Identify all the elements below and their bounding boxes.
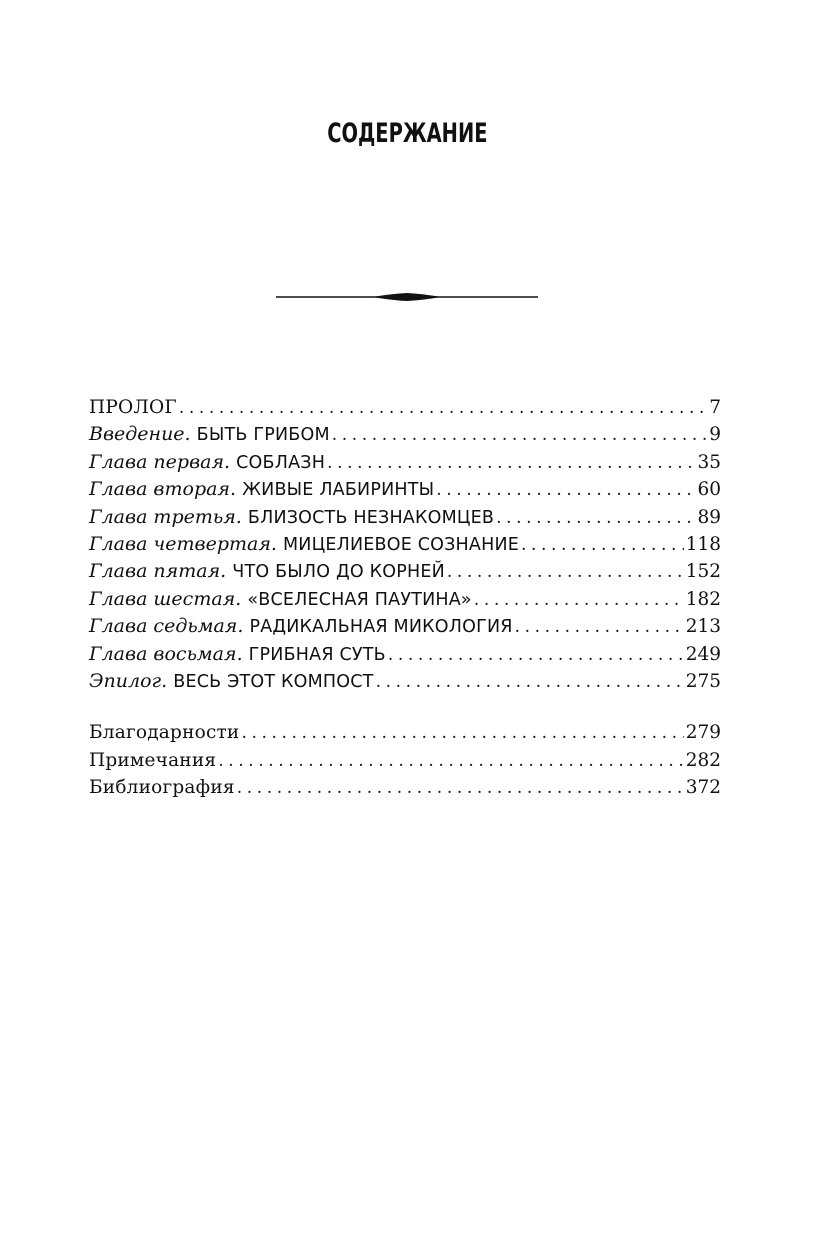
toc-entry-page: 182 bbox=[685, 588, 721, 610]
toc-main-section bbox=[89, 394, 721, 695]
toc-entry-page: 279 bbox=[685, 722, 721, 744]
toc-entry-name: ЧТО БЫЛО ДО КОРНЕЙ bbox=[232, 562, 445, 583]
toc-entry-name: МИЦЕЛИЕВОЕ СОЗНАНИЕ bbox=[283, 534, 519, 555]
toc-entry-page: 89 bbox=[697, 506, 721, 528]
toc-entry-label bbox=[89, 421, 330, 449]
toc-leader-dots bbox=[496, 505, 695, 532]
toc-entry-page: 249 bbox=[685, 643, 721, 665]
ornament-divider bbox=[276, 288, 538, 306]
toc-entry-label bbox=[89, 668, 374, 696]
toc-entry-epilogue[interactable] bbox=[89, 668, 721, 695]
toc-entry-prefix: Глава первая. bbox=[89, 450, 231, 473]
toc-entry-name: РАДИКАЛЬНАЯ МИКОЛОГИЯ bbox=[249, 617, 513, 638]
toc-entry-name: БЛИЗОСТЬ НЕЗНАКОМЦЕВ bbox=[247, 507, 495, 528]
toc-entry-chapter-1[interactable] bbox=[89, 449, 721, 476]
toc-entry-notes[interactable] bbox=[89, 747, 721, 774]
toc-entry-chapter-7[interactable] bbox=[89, 613, 721, 640]
toc-leader-dots bbox=[327, 450, 695, 477]
toc-entry-label bbox=[89, 476, 434, 504]
table-of-contents bbox=[89, 394, 721, 801]
toc-entry-prefix: Введение. bbox=[89, 423, 191, 446]
toc-entry-chapter-5[interactable] bbox=[89, 558, 721, 585]
toc-entry-prefix: Глава пятая. bbox=[89, 560, 227, 583]
toc-entry-name: СОБЛАЗН bbox=[236, 452, 326, 473]
toc-leader-dots bbox=[241, 720, 683, 747]
toc-entry-page: 282 bbox=[685, 749, 721, 771]
toc-entry-label bbox=[89, 504, 494, 532]
toc-entry-page: 7 bbox=[709, 397, 721, 418]
toc-entry-bibliography[interactable] bbox=[89, 774, 721, 801]
toc-entry-acknowledgements[interactable] bbox=[89, 719, 721, 746]
toc-entry-label bbox=[89, 449, 325, 477]
toc-entry-page: 60 bbox=[697, 479, 721, 501]
toc-entry-name: ЖИВЫЕ ЛАБИРИНТЫ bbox=[242, 480, 435, 501]
toc-entry-chapter-2[interactable] bbox=[89, 476, 721, 503]
toc-leader-dots bbox=[376, 669, 684, 696]
toc-leader-dots bbox=[218, 748, 683, 775]
toc-entry-prefix: Глава восьмая. bbox=[89, 642, 243, 665]
toc-leader-dots bbox=[447, 559, 684, 586]
toc-entry-label bbox=[89, 747, 216, 774]
toc-entry-label bbox=[89, 613, 513, 641]
toc-entry-label bbox=[89, 641, 386, 669]
toc-entry-chapter-4[interactable] bbox=[89, 531, 721, 558]
toc-back-matter-section bbox=[89, 719, 721, 801]
toc-entry-introduction[interactable] bbox=[89, 421, 721, 448]
toc-leader-dots bbox=[474, 587, 684, 614]
toc-leader-dots bbox=[515, 614, 684, 641]
toc-entry-chapter-6[interactable] bbox=[89, 586, 721, 613]
toc-entry-prefix: Глава четвертая. bbox=[89, 532, 277, 555]
toc-entry-prefix: Эпилог. bbox=[89, 669, 168, 692]
toc-entry-page: 118 bbox=[685, 533, 721, 555]
toc-entry-label bbox=[89, 774, 235, 801]
toc-entry-page: 372 bbox=[685, 777, 721, 799]
toc-entry-label bbox=[89, 531, 519, 559]
toc-entry-label bbox=[89, 394, 177, 421]
toc-entry-label bbox=[89, 586, 472, 614]
toc-leader-dots bbox=[436, 477, 695, 504]
toc-leader-dots bbox=[179, 395, 707, 422]
toc-entry-name: БЫТЬ ГРИБОМ bbox=[196, 425, 330, 446]
toc-entry-prologue[interactable] bbox=[89, 394, 721, 421]
toc-entry-name: Библиография bbox=[89, 777, 235, 799]
page-title: СОДЕРЖАНИЕ bbox=[327, 118, 488, 149]
toc-leader-dots bbox=[237, 775, 684, 802]
toc-entry-page: 9 bbox=[709, 424, 721, 446]
toc-leader-dots bbox=[521, 532, 684, 559]
toc-entry-name: «ВСЕЛЕСНАЯ ПАУТИНА» bbox=[247, 589, 472, 610]
toc-entry-name: ГРИБНАЯ СУТЬ bbox=[248, 644, 386, 665]
toc-entry-name: Благодарности bbox=[89, 722, 240, 744]
toc-entry-prefix: Глава шестая. bbox=[89, 587, 242, 610]
toc-entry-label bbox=[89, 558, 445, 586]
toc-entry-chapter-8[interactable] bbox=[89, 641, 721, 668]
toc-entry-prefix: Глава третья. bbox=[89, 505, 242, 528]
toc-entry-prefix: Глава седьмая. bbox=[89, 615, 244, 638]
toc-entry-page: 213 bbox=[685, 616, 721, 638]
toc-entry-label bbox=[89, 719, 239, 746]
toc-entry-page: 152 bbox=[685, 561, 721, 583]
toc-leader-dots bbox=[332, 422, 707, 449]
toc-entry-page: 35 bbox=[697, 451, 721, 473]
toc-entry-name: ВЕСЬ ЭТОТ КОМПОСТ bbox=[173, 671, 374, 692]
toc-entry-name: ПРОЛОГ bbox=[89, 397, 177, 418]
toc-entry-name: Примечания bbox=[89, 749, 217, 771]
toc-entry-prefix: Глава вторая. bbox=[89, 478, 237, 501]
toc-entry-page: 275 bbox=[685, 670, 721, 692]
toc-leader-dots bbox=[388, 642, 684, 669]
toc-entry-chapter-3[interactable] bbox=[89, 504, 721, 531]
